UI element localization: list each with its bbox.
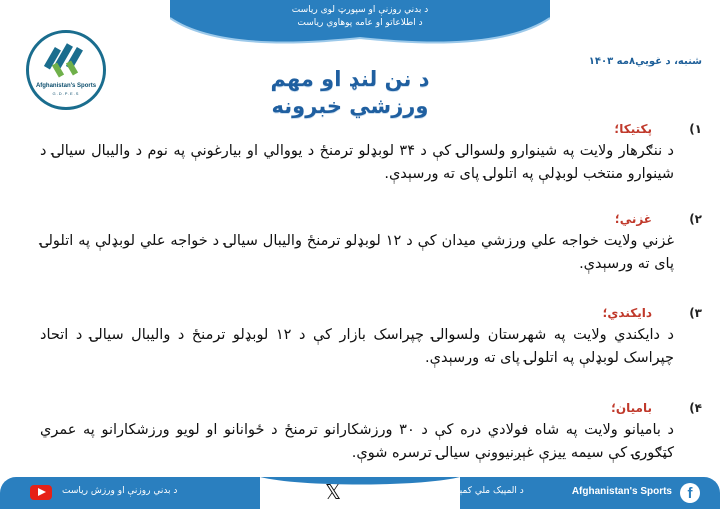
logo xyxy=(26,30,106,110)
news-region: دایکندي؛ xyxy=(602,306,652,320)
news-region: بامیان؛ xyxy=(611,401,652,415)
youtube-icon[interactable] xyxy=(30,485,52,500)
news-item-1 xyxy=(40,122,702,186)
header-line-2: د اطلاعاتو او عامه پوهاوي ریاست xyxy=(297,18,423,28)
news-item-4 xyxy=(40,401,702,465)
news-text: د دایکندي ولایت په شهرستان ولسوالۍ چپراسک بازار کې د ۱۲ لوبډلو ترمنځ د والیبال سیالۍ د اتحاد چپراسک لوبډلې په اتلولۍ پای ته ورسېدې. xyxy=(40,327,674,366)
date-label: شنبه، د غويي۸مه ۱۴۰۳ xyxy=(588,56,702,67)
title-line-2: ورزشي خبرونه xyxy=(271,94,429,118)
youtube-channel-name[interactable]: د بدني روزنې او ورزش ریاست xyxy=(62,486,178,496)
footer-bar xyxy=(0,477,720,509)
news-text: د بامیانو ولایت په شاه فولادي دره کې د ۳۰ ورزشکارانو ترمنځ د ځوانانو او لویو ورزشکارانو په عمري کټګورۍ کې سیمه ییزې غېږنیوونې سیالۍ ترسره شوې. xyxy=(40,422,674,461)
facebook-page-name[interactable]: Afghanistan's Sports xyxy=(571,486,672,497)
news-text: د ننګرهار ولایت په شینوارو ولسوالۍ کې د ۳۴ لوبډلو ترمنځ د یووالي او بیارغونې په نوم د والیبال سیالۍ د شینوارو منتخب لوبډلې په اتلولۍ پای ته ورسېدې. xyxy=(40,143,674,182)
top-banner xyxy=(170,0,550,44)
news-number: (۳ xyxy=(689,306,702,320)
title-line-1: د نن لنډ او مهم xyxy=(270,67,430,91)
news-item-3 xyxy=(40,306,702,370)
logo-text: Afghanistan's Sports xyxy=(35,83,97,89)
news-number: (۲ xyxy=(689,212,702,226)
news-region: پکتیکا؛ xyxy=(614,122,652,136)
facebook-icon[interactable]: f xyxy=(680,483,700,503)
x-account-name[interactable]: د المپیک ملي کمېټې او سپورټ عمومي ریاست xyxy=(350,486,524,496)
header-line-1: د بدني روزنې او سپورټ لوی ریاست xyxy=(291,5,429,15)
logo-subtext: G.D.P.E.S xyxy=(52,91,80,96)
x-icon[interactable]: 𝕏 xyxy=(324,480,342,504)
news-number: (۱ xyxy=(689,122,702,136)
news-text: غزني ولایت خواجه علي ورزشي میدان کې د ۱۲ لوبډلو ترمنځ والیبال سیالۍ د خواجه علي لوبډلې په اتلولۍ پای ته ورسېدې. xyxy=(40,233,674,272)
news-number: (۴ xyxy=(689,401,702,415)
news-region: غزني؛ xyxy=(614,212,652,226)
news-item-2 xyxy=(40,212,702,276)
page-title xyxy=(220,66,480,120)
